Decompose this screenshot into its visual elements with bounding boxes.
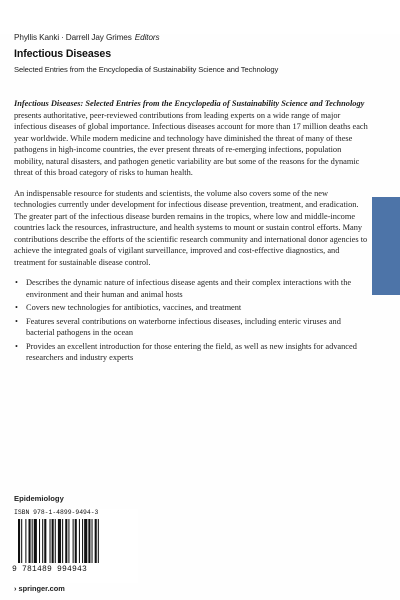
feature-text: Features several contributions on waterborne infectious diseases, including enteric viruses and bacterial pathogens in the ocean [26, 316, 341, 337]
editor-separator: · [61, 33, 64, 42]
publisher-text: springer.com [18, 584, 65, 593]
blurb-lead-title: Infectious Diseases: Selected Entries from the Encyclopedia of Sustainability Science and Technology [14, 99, 365, 108]
feature-list [14, 277, 370, 364]
top-band [0, 0, 400, 34]
blurb-paragraph-2: An indispensable resource for students and scientists, the volume also covers some of the new technologies currently under development for infectious disease prevention, treatment, and eradication. The greater part of the infectious disease burden remains in the tropics, where low and middle-income countries lack the resources, infrastructure, and health systems to mount or sustain control efforts. Many contributions describe the efforts of the scientific research community and international donor agencies to achieve the integrated goals of vigilant surveillance, improved and cost-effective diagnostics, and treatment for sustainable disease control. [14, 188, 368, 267]
bullet-icon: • [15, 278, 18, 287]
blurb-paragraph-1-text: presents authoritative, peer-reviewed contributions from leading experts on a wide range of major infectious diseases of global importance. Infectious diseases account for more than 17 million deaths each year worldwide. While modern medicine and technology have diminished the threat of many of these pathogens in high-income countries, the ever present threats of re-emerging infections, population mobility, natural disasters, and pathogen genetic variability are but some of the reasons for the dynamic threat of this broad category of risks to human health. [14, 110, 368, 177]
editors-line [14, 33, 374, 42]
editor-name: Darrell Jay Grimes [65, 33, 132, 42]
isbn-barcode [10, 509, 138, 583]
bullet-icon: • [15, 303, 18, 312]
barcode-icon [16, 519, 132, 563]
book-subtitle: Selected Entries from the Encyclopedia of Sustainability Science and Technology [14, 65, 279, 74]
editor-name: Phyllis Kanki [14, 33, 60, 42]
feature-text: Describes the dynamic nature of infectious disease agents and their complex interactions with the environment and their human and animal hosts [26, 278, 352, 299]
editor-role: Editors [134, 33, 160, 42]
blurb [14, 98, 370, 366]
cover-header [14, 33, 374, 74]
book-title: Infectious Diseases [14, 48, 112, 60]
publisher-url [14, 584, 65, 593]
ean-number: 9 781489 994943 [12, 565, 88, 574]
feature-list-item [14, 341, 370, 364]
feature-list-item [14, 316, 370, 339]
bullet-icon: • [15, 316, 18, 326]
bullet-icon: • [15, 341, 18, 351]
subject-category: Epidemiology [14, 494, 64, 503]
isbn-label: ISBN 978-1-4899-9494-3 [14, 509, 99, 516]
arrow-icon: › [14, 584, 17, 593]
feature-list-item [14, 277, 370, 300]
blurb-paragraph-1 [14, 98, 370, 179]
feature-text: Provides an excellent introduction for those entering the field, as well as new insights for advanced researchers and industry experts [26, 341, 357, 362]
feature-list-item [14, 302, 370, 314]
feature-text: Covers new technologies for antibiotics, vaccines, and treatment [26, 303, 242, 312]
spine-color-tab [372, 197, 400, 295]
